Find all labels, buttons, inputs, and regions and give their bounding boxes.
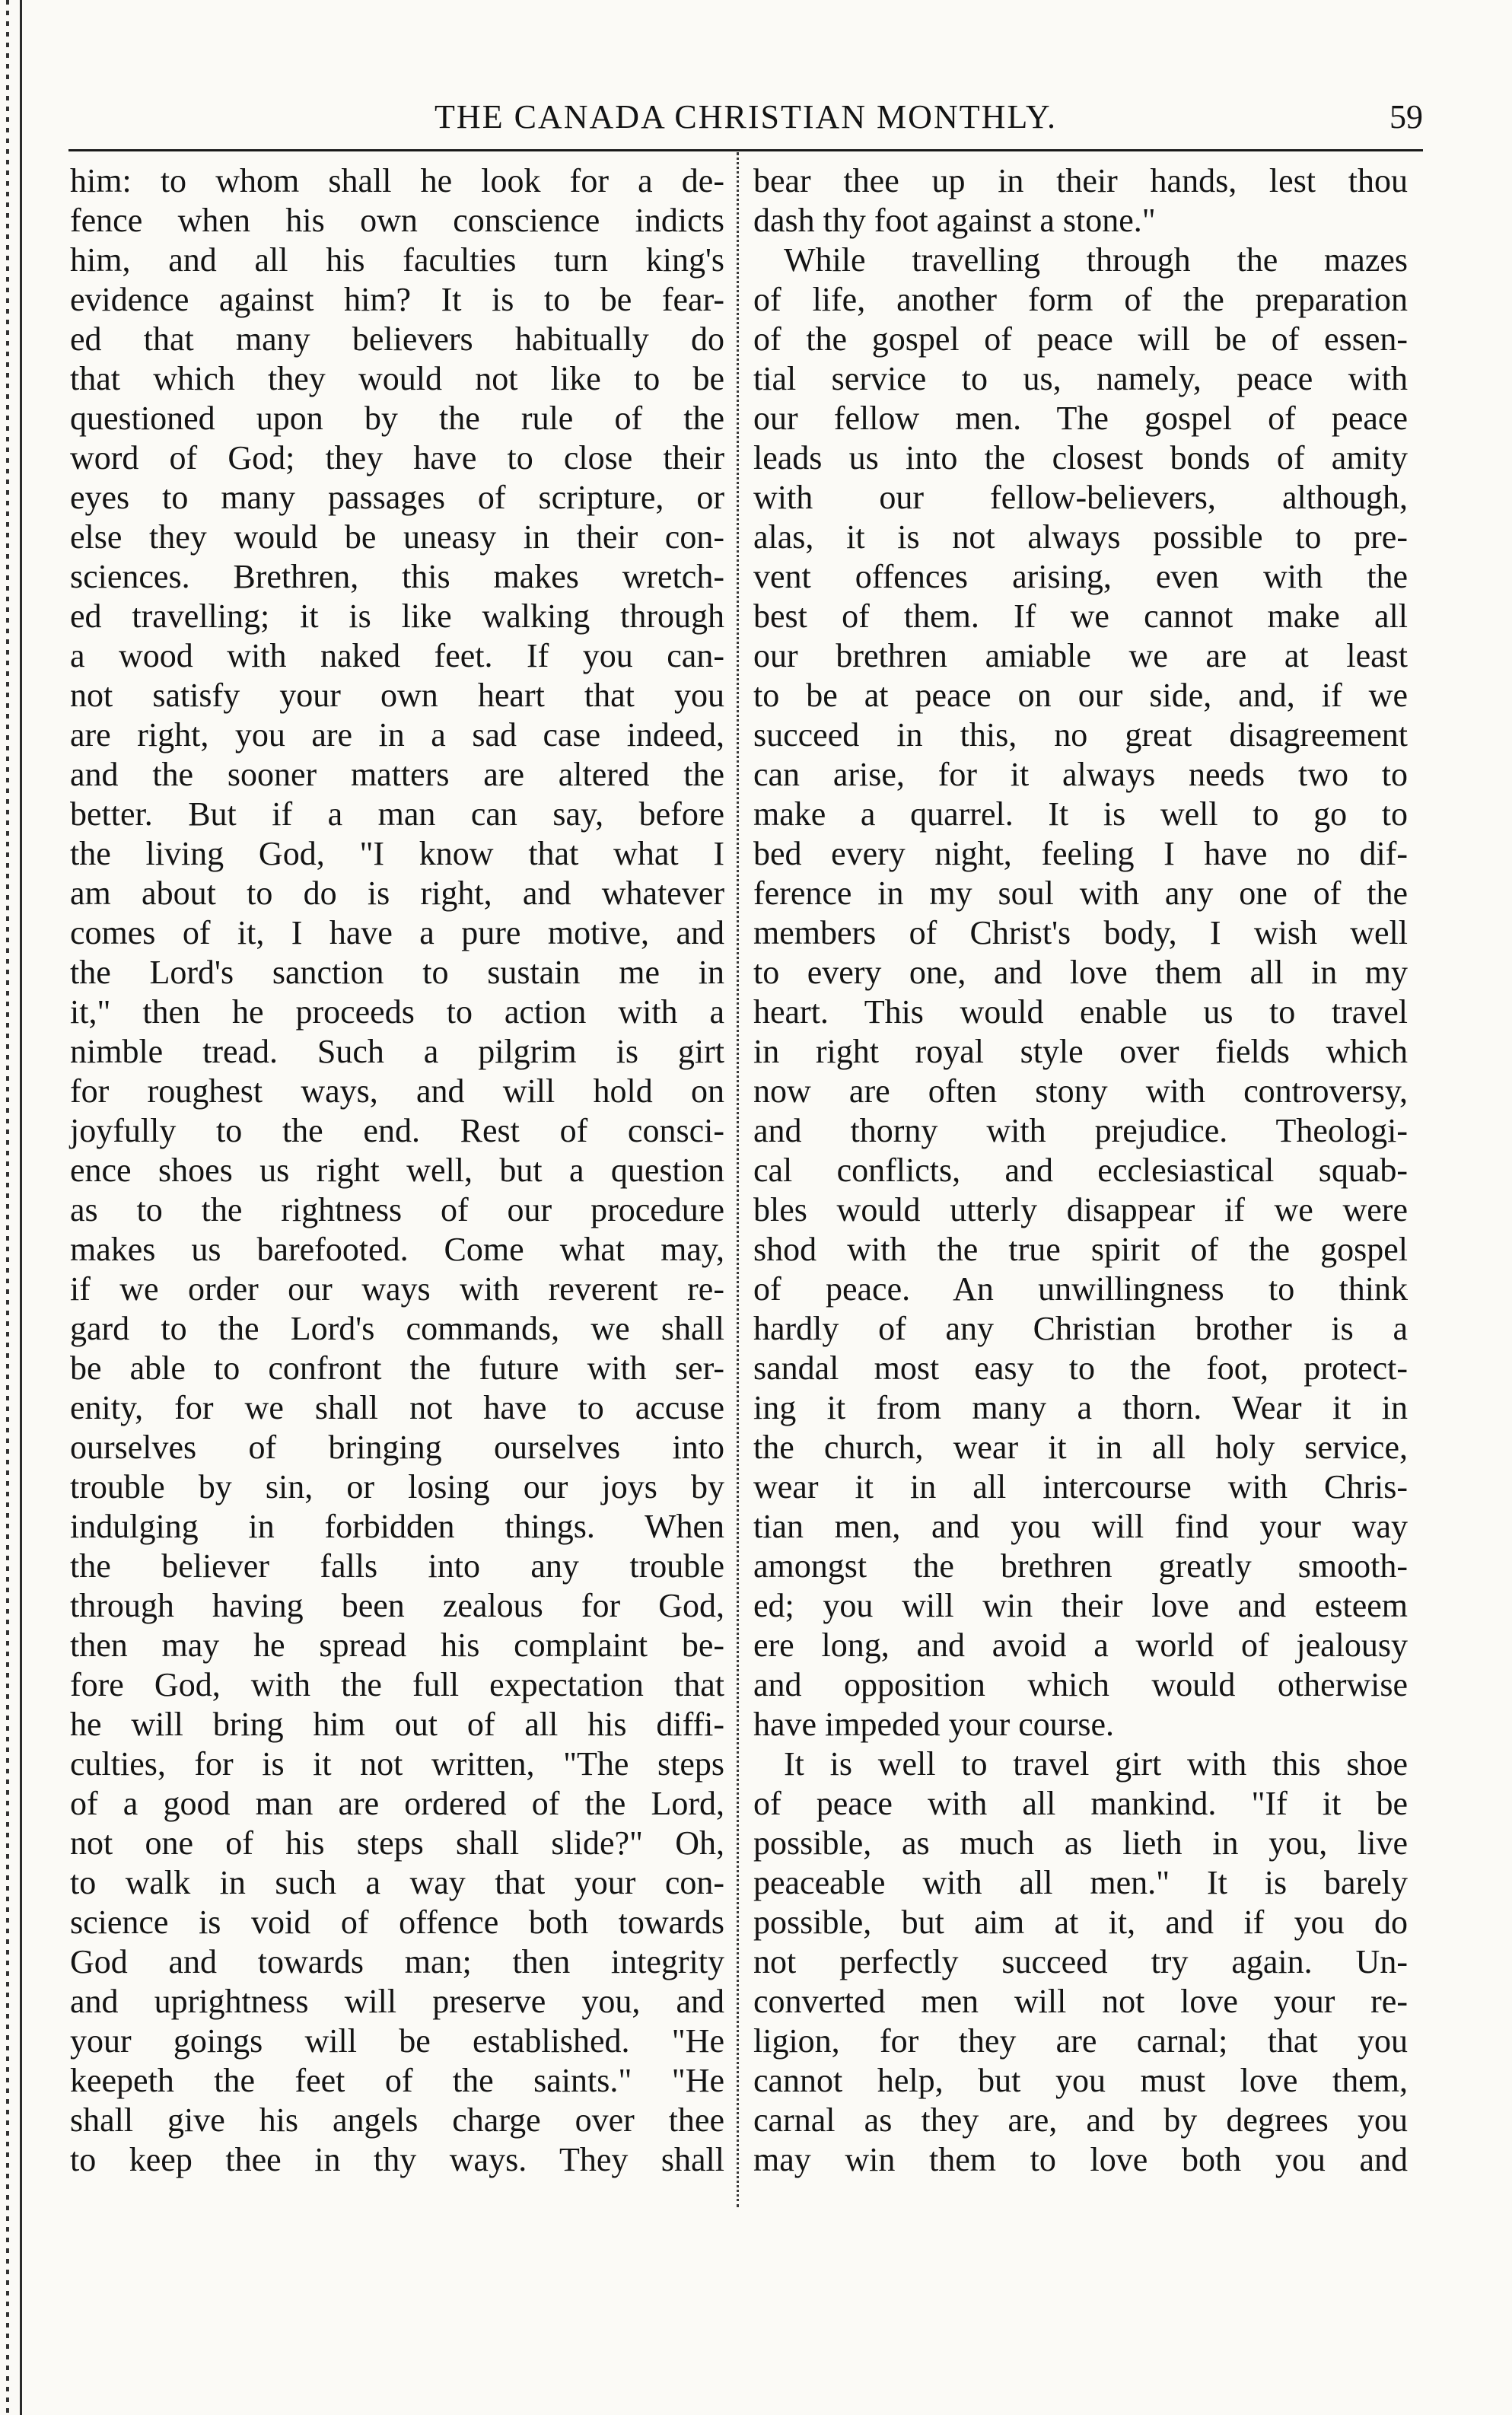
text-line: succeed in this, no great disagreement: [753, 716, 1408, 753]
text-line: fence when his own conscience indicts: [70, 202, 724, 239]
text-line: sandal most easy to the foot, protect-: [753, 1349, 1408, 1387]
text-line: tial service to us, namely, peace with: [753, 360, 1408, 397]
text-line: better. But if a man can say, before: [70, 795, 724, 833]
text-line: joyfully to the end. Rest of consci-: [70, 1112, 724, 1149]
text-line: may win them to love both you and: [753, 2141, 1408, 2178]
text-line: evidence against him? It is to be fear-: [70, 281, 724, 318]
text-line: shall give his angels charge over thee: [70, 2101, 724, 2139]
text-line: your goings will be established. "He: [70, 2022, 724, 2060]
text-line: ed; you will win their love and esteem: [753, 1587, 1408, 1624]
text-line: else they would be uneasy in their con-: [70, 518, 724, 556]
text-line: of peace with all mankind. "If it be: [753, 1785, 1408, 1822]
page-number: 59: [1389, 98, 1423, 135]
text-line: the church, wear it in all holy service,: [753, 1429, 1408, 1466]
text-line: him: to whom shall he look for a de-: [70, 162, 724, 199]
text-line: not satisfy your own heart that you: [70, 677, 724, 714]
text-line: the believer falls into any trouble: [70, 1547, 724, 1585]
text-line: fore God, with the full expectation that: [70, 1666, 724, 1703]
text-line: ligion, for they are carnal; that you: [753, 2022, 1408, 2060]
text-line: not perfectly succeed try again. Un-: [753, 1943, 1408, 1980]
text-line: culties, for is it not written, "The steps: [70, 1745, 724, 1783]
text-line: comes of it, I have a pure motive, and: [70, 914, 724, 951]
text-line: bed every night, feeling I have no dif-: [753, 835, 1408, 872]
text-line: ference in my soul with any one of the: [753, 875, 1408, 912]
text-line: shod with the true spirit of the gospel: [753, 1231, 1408, 1268]
text-line: for roughest ways, and will hold on: [70, 1072, 724, 1110]
text-line: alas, it is not always possible to pre-: [753, 518, 1408, 556]
text-line: ed that many believers habitually do: [70, 320, 724, 358]
text-line: make a quarrel. It is well to go to: [753, 795, 1408, 833]
text-line: not one of his steps shall slide?" Oh,: [70, 1824, 724, 1862]
text-line: possible, as much as lieth in you, live: [753, 1824, 1408, 1862]
text-line: keepeth the feet of the saints." "He: [70, 2062, 724, 2099]
text-line: can arise, for it always needs two to: [753, 756, 1408, 793]
text-line: nimble tread. Such a pilgrim is girt: [70, 1033, 724, 1070]
text-line: that which they would not like to be: [70, 360, 724, 397]
text-line: our fellow men. The gospel of peace: [753, 400, 1408, 437]
text-line: indulging in forbidden things. When: [70, 1508, 724, 1545]
text-line: a wood with naked feet. If you can-: [70, 637, 724, 674]
text-line: trouble by sin, or losing our joys by: [70, 1468, 724, 1505]
text-line: if we order our ways with reverent re-: [70, 1270, 724, 1308]
column-divider: [737, 152, 739, 2207]
text-line: and opposition which would otherwise: [753, 1666, 1408, 1703]
text-line: word of God; they have to close their: [70, 439, 724, 476]
text-line: the Lord's sanction to sustain me in: [70, 954, 724, 991]
text-line: our brethren amiable we are at least: [753, 637, 1408, 674]
text-line: eyes to many passages of scripture, or: [70, 479, 724, 516]
text-line: converted men will not love your re-: [753, 1983, 1408, 2020]
text-line: questioned upon by the rule of the: [70, 400, 724, 437]
text-line: then may he spread his complaint be-: [70, 1626, 724, 1664]
text-line: cal conflicts, and ecclesiastical squab-: [753, 1152, 1408, 1189]
text-line: leads us into the closest bonds of amity: [753, 439, 1408, 476]
paragraph-first-line: It is well to travel girt with this shoe: [784, 1745, 1408, 1783]
text-line: ing it from many a thorn. Wear it in: [753, 1389, 1408, 1426]
text-line: are right, you are in a sad case indeed,: [70, 716, 724, 753]
text-line: heart. This would enable us to travel: [753, 993, 1408, 1031]
text-line: best of them. If we cannot make all: [753, 597, 1408, 635]
text-line: be able to confront the future with ser-: [70, 1349, 724, 1387]
text-line: ourselves of bringing ourselves into: [70, 1429, 724, 1466]
text-line: bles would utterly disappear if we were: [753, 1191, 1408, 1228]
paragraph-first-line: While travelling through the mazes: [784, 241, 1408, 279]
text-line: dash thy foot against a stone.": [753, 202, 1156, 239]
text-line: to walk in such a way that your con-: [70, 1864, 724, 1901]
text-line: makes us barefooted. Come what may,: [70, 1231, 724, 1268]
text-line: to be at peace on our side, and, if we: [753, 677, 1408, 714]
text-line: to every one, and love them all in my: [753, 954, 1408, 991]
text-line: God and towards man; then integrity: [70, 1943, 724, 1980]
text-line: now are often stony with controversy,: [753, 1072, 1408, 1110]
text-line: ere long, and avoid a world of jealousy: [753, 1626, 1408, 1664]
text-line: science is void of offence both towards: [70, 1904, 724, 1941]
text-line: of life, another form of the preparation: [753, 281, 1408, 318]
text-line: hardly of any Christian brother is a: [753, 1310, 1408, 1347]
text-line: ed travelling; it is like walking through: [70, 597, 724, 635]
text-line: in right royal style over fields which: [753, 1033, 1408, 1070]
text-line: him, and all his faculties turn king's: [70, 241, 724, 279]
text-line: the living God, "I know that what I: [70, 835, 724, 872]
page-binding-edge: [0, 0, 22, 2415]
text-line: sciences. Brethren, this makes wretch-: [70, 558, 724, 595]
text-line: amongst the brethren greatly smooth-: [753, 1547, 1408, 1585]
header-rule: [68, 149, 1423, 151]
text-line: with our fellow-believers, although,: [753, 479, 1408, 516]
text-line: through having been zealous for God,: [70, 1587, 724, 1624]
text-line: wear it in all intercourse with Chris-: [753, 1468, 1408, 1505]
text-line: tian men, and you will find your way: [753, 1508, 1408, 1545]
running-header: [68, 93, 1423, 146]
text-line: of a good man are ordered of the Lord,: [70, 1785, 724, 1822]
text-line: gard to the Lord's commands, we shall: [70, 1310, 724, 1347]
text-line: peaceable with all men." It is barely: [753, 1864, 1408, 1901]
text-line: he will bring him out of all his diffi-: [70, 1706, 724, 1743]
text-line: bear thee up in their hands, lest thou: [753, 162, 1408, 199]
text-line: and thorny with prejudice. Theologi-: [753, 1112, 1408, 1149]
text-line: cannot help, but you must love them,: [753, 2062, 1408, 2099]
text-line: enity, for we shall not have to accuse: [70, 1389, 724, 1426]
text-line: vent offences arising, even with the: [753, 558, 1408, 595]
text-line: it," then he proceeds to action with a: [70, 993, 724, 1031]
text-line: have impeded your course.: [753, 1706, 1115, 1743]
text-line: am about to do is right, and whatever: [70, 875, 724, 912]
text-line: of the gospel of peace will be of essen-: [753, 320, 1408, 358]
text-line: to keep thee in thy ways. They shall: [70, 2141, 724, 2178]
text-line: members of Christ's body, I wish well: [753, 914, 1408, 951]
text-line: as to the rightness of our procedure: [70, 1191, 724, 1228]
right-column: [753, 161, 1408, 2180]
text-line: carnal as they are, and by degrees you: [753, 2101, 1408, 2139]
journal-title: THE CANADA CHRISTIAN MONTHLY.: [435, 98, 1057, 135]
left-column: [70, 161, 724, 2180]
text-line: possible, but aim at it, and if you do: [753, 1904, 1408, 1941]
text-line: of peace. An unwillingness to think: [753, 1270, 1408, 1308]
text-line: and the sooner matters are altered the: [70, 756, 724, 793]
text-line: and uprightness will preserve you, and: [70, 1983, 724, 2020]
text-line: ence shoes us right well, but a question: [70, 1152, 724, 1189]
